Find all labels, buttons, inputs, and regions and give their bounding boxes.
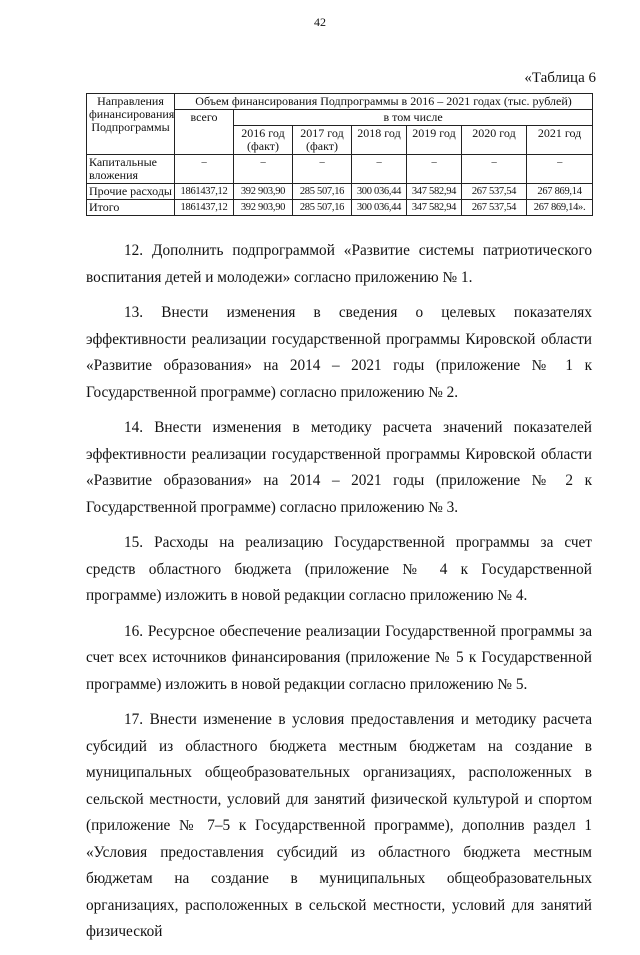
- financing-table: [86, 93, 593, 216]
- table-cell: 392 903,90: [234, 200, 293, 216]
- header-year: 2016 год (факт): [234, 126, 293, 155]
- table-cell: 1861437,12: [175, 184, 234, 200]
- table-cell: 267 537,54: [462, 184, 527, 200]
- header-financing-volume: Объем финансирования Подпрограммы в 2016 – 2021 годах (тыс. рублей): [175, 94, 593, 110]
- page-number: 42: [314, 15, 326, 29]
- table-cell: –: [293, 155, 352, 184]
- paragraph: 12. Дополнить подпрограммой «Развитие системы патриотического воспитания детей и молодежи» согласно приложению № 1.: [86, 242, 592, 286]
- table-cell: 267 869,14».: [527, 200, 593, 216]
- table-cell: –: [462, 155, 527, 184]
- header-year: 2018 год: [352, 126, 407, 155]
- paragraph: 14. Внести изменения в методику расчета значений показателей эффективности реализации государственной программы Кировской области «Развитие образования» на 2014 – 2021 годы (приложение № 2 к Государственной программе) согласно приложению № 3.: [86, 419, 592, 516]
- paragraph: 16. Ресурсное обеспечение реализации Государственной программы за счет всех источников финансирования (приложение № 5 к Государственной программе) изложить в новой редакции согласно приложению № 5.: [86, 622, 592, 693]
- table-cell: –: [175, 155, 234, 184]
- row-label: Итого: [87, 200, 175, 216]
- table-row: [87, 155, 593, 184]
- table-row: [87, 184, 593, 200]
- header-year: 2020 год: [462, 126, 527, 155]
- table-cell: 347 582,94: [407, 184, 462, 200]
- row-label: Капитальные вложения: [87, 155, 175, 184]
- header-year: 2021 год: [527, 126, 593, 155]
- table-cell: 1861437,12: [175, 200, 234, 216]
- row-label: Прочие расходы: [87, 184, 175, 200]
- table-cell: 285 507,16: [293, 200, 352, 216]
- table-cell: 392 903,90: [234, 184, 293, 200]
- header-total: всего: [175, 110, 234, 155]
- header-year: 2019 год: [407, 126, 462, 155]
- table-cell: 300 036,44: [352, 200, 407, 216]
- table-cell: 267 869,14: [527, 184, 593, 200]
- table-cell: 267 537,54: [462, 200, 527, 216]
- document-body: [86, 238, 592, 955]
- table-cell: –: [527, 155, 593, 184]
- paragraph: 13. Внести изменения в сведения о целевых показателях эффективности реализации государственной программы Кировской области «Развитие образования» на 2014 – 2021 годы (приложение № 1 к Государственной программе) согласно приложению № 2.: [86, 304, 592, 401]
- table-row: [87, 200, 593, 216]
- paragraph: 15. Расходы на реализацию Государственной программы за счет средств областного бюджета (приложение № 4 к Государственной программе) изложить в новой редакции согласно приложению № 4.: [86, 534, 592, 604]
- paragraph: 17. Внести изменение в условия предоставления и методику расчета субсидий из областного бюджета местным бюджетам на создание в муниципальных общеобразовательных организациях, расположенных в сельской местности, условий для занятий физической культурой и спортом (приложение № 7–5 к Государственной программе), дополнив раздел 1 «Условия предоставления субсидий из областного бюджета местным бюджетам на создание в муниципальных общеобразовательных организациях, расположенных в сельской местности, условий для занятий физической: [86, 711, 592, 940]
- table-caption: «Таблица 6: [524, 70, 596, 86]
- table-cell: 285 507,16: [293, 184, 352, 200]
- table-cell: 300 036,44: [352, 184, 407, 200]
- header-year: 2017 год (факт): [293, 126, 352, 155]
- table-cell: –: [234, 155, 293, 184]
- header-including: в том числе: [234, 110, 593, 126]
- header-directions: Направления финансирования Подпрограммы: [87, 94, 175, 155]
- table-cell: 347 582,94: [407, 200, 462, 216]
- table-cell: –: [407, 155, 462, 184]
- table-cell: –: [352, 155, 407, 184]
